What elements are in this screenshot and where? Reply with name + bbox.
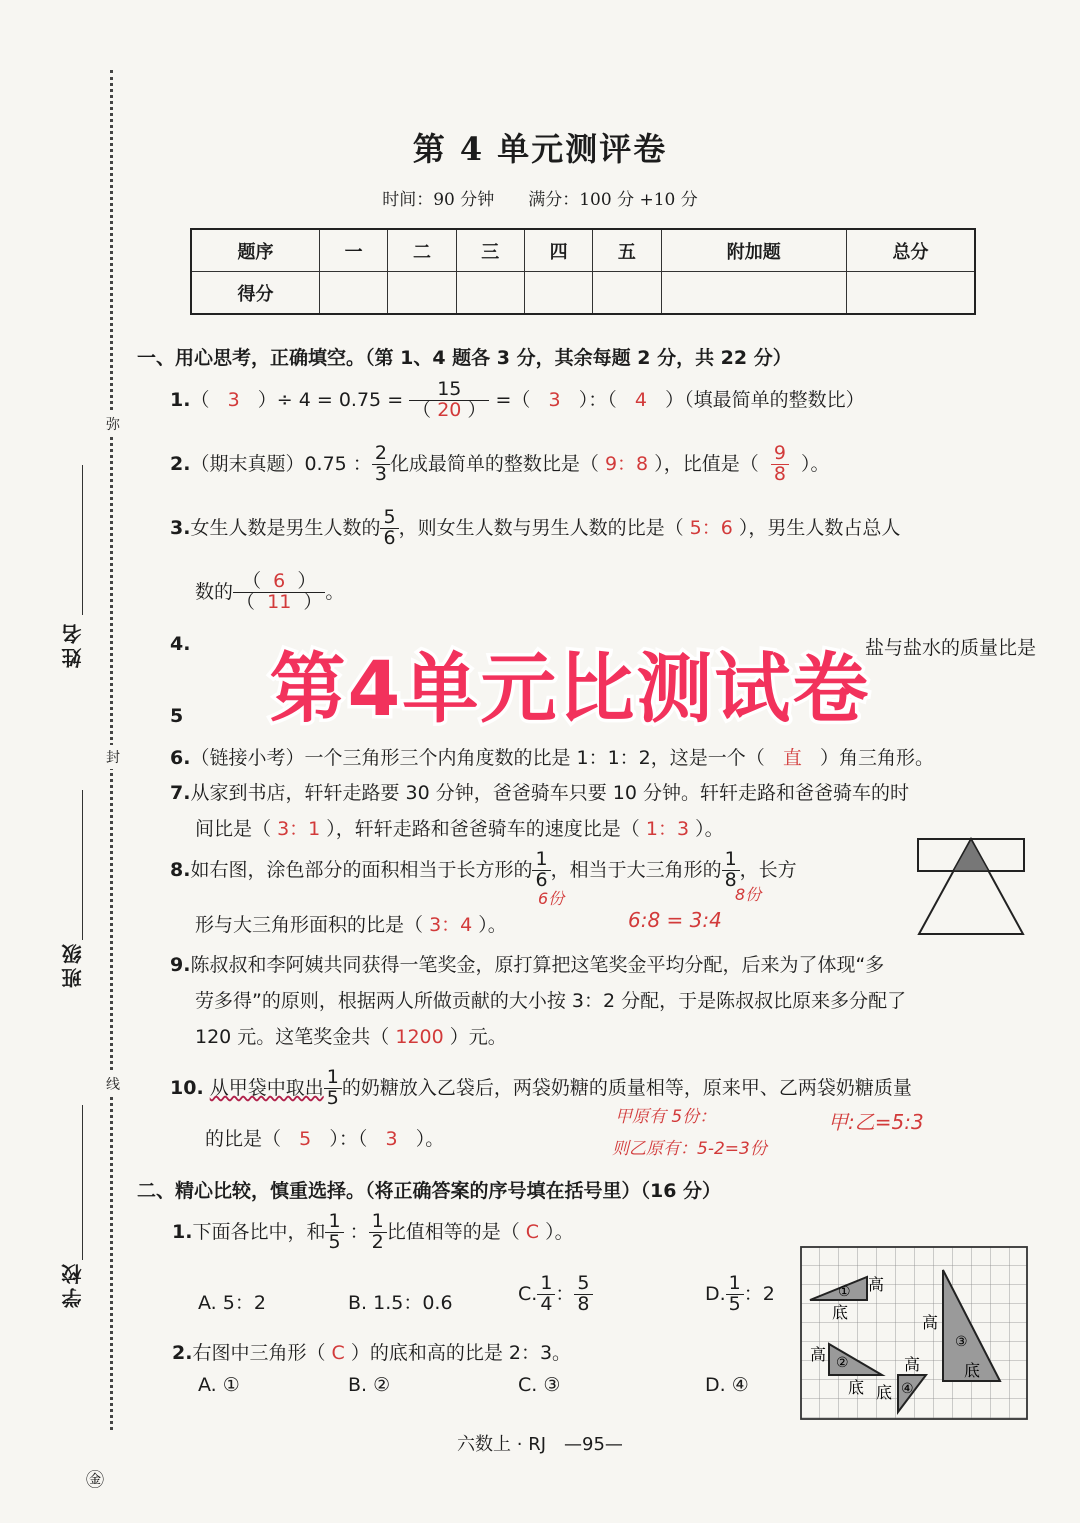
score-cell: 总分 [846, 229, 975, 272]
question-text: 数的 [195, 580, 234, 603]
school-label: 学校 [61, 1260, 85, 1308]
question-text: ）角三角形。 [820, 747, 935, 769]
question-number: 1. [170, 388, 191, 411]
fraction: $\frac{15}{( 20 )}$ [409, 380, 489, 421]
question-1-7 [170, 778, 909, 805]
question-1-7-cont [195, 814, 724, 841]
score-table [190, 228, 976, 315]
question-text: 陈叔叔和李阿姨共同获得一笔奖金，原打算把这笔奖金平均分配，后来为了体现“多 [190, 954, 885, 976]
question-text: ，相当于大三角形的 [550, 858, 722, 881]
page-title: 第 4 单元测评卷 [412, 130, 668, 168]
base-label: 底 [876, 1383, 893, 1402]
question-text: 女生人数是男生人数的 [190, 516, 381, 539]
section1-heading: 一、用心思考，正确填空。（第 1、4 题各 3 分，其余每题 2 分，共 22 分） [137, 347, 792, 369]
question-text: ）元。 [449, 1026, 507, 1048]
question-1-9-line2: 劳多得”的原则，根据两人所做贡献的大小按 3：2 分配，于是陈叔叔比原来多分配了 [195, 990, 907, 1012]
question-text: ）。 [695, 818, 724, 840]
fraction-numerator: 9 [771, 444, 789, 465]
question-number: 1. [172, 1220, 193, 1243]
fraction-numerator: 1 [324, 1068, 342, 1089]
school-blank [82, 1105, 83, 1260]
fraction [369, 1212, 387, 1253]
fraction-denominator: 6 [535, 868, 548, 891]
question-text: ）的底和高的比是 2：3。 [350, 1342, 572, 1364]
fraction [380, 508, 398, 549]
grid-triangles-figure [800, 1246, 1028, 1420]
height-label: 高 [810, 1345, 827, 1364]
figure-shaded-triangle [953, 839, 989, 871]
question-1-10-cont [205, 1124, 444, 1151]
score-table-score-row [191, 272, 975, 315]
score-cell: 五 [593, 229, 661, 272]
question-text: ，则女生人数与男生人数的比是（ [398, 516, 684, 539]
handwritten-note: 则乙原有：5-2=3份 [612, 1139, 767, 1159]
question-text: 比值相等的是（ [386, 1220, 520, 1243]
triangle-3-label: ③ [955, 1334, 968, 1350]
option-c: C. $\frac{1}{4}$ ： $\frac{5}{8}$ [518, 1274, 593, 1315]
question-number: 5 [170, 705, 184, 727]
grid-background [801, 1247, 1027, 1419]
question-text: ： [349, 1220, 369, 1243]
handwritten-note: 8份 [735, 885, 762, 904]
answer: C [331, 1342, 345, 1364]
fraction-denominator: 6 [383, 526, 396, 549]
option-d [705, 1274, 775, 1315]
score-input-cell[interactable] [456, 272, 524, 315]
answer: 4 [634, 388, 647, 411]
score-cell: 四 [524, 229, 592, 272]
score-cell: 得分 [191, 272, 319, 315]
fraction [537, 1274, 555, 1315]
fraction-numerator: 5 [574, 1274, 592, 1295]
question-text: ÷ 4 = 0.75 = [276, 388, 404, 411]
option-label: D. [705, 1282, 726, 1305]
question-text: 从家到书店，轩轩走路要 30 分钟，爸爸骑车只要 10 分钟。轩轩走路和爸爸骑车的时 [190, 782, 909, 804]
fraction-numerator: 1 [369, 1212, 387, 1233]
fraction [574, 1274, 592, 1315]
question-text: ）。 [415, 1128, 445, 1150]
score-input-cell[interactable] [319, 272, 387, 315]
fraction [726, 1274, 744, 1315]
question-text: 的奶糖放入乙袋后，两袋奶糖的质量相等，原来甲、乙两袋奶糖质量 [341, 1076, 912, 1099]
fraction-numerator: 1 [537, 1274, 555, 1295]
name-label: 姓名 [61, 620, 85, 668]
score-input-cell[interactable] [661, 272, 846, 315]
base-label: 底 [848, 1378, 865, 1397]
class-blank [82, 790, 83, 940]
question-number: 9. [170, 954, 191, 976]
seal-char-mi: 弥 [106, 412, 120, 436]
overlay-banner: 第4单元比测试卷 [269, 644, 871, 733]
question-text: 形与大三角形面积的比是（ [195, 914, 424, 936]
question-1-9 [170, 950, 884, 977]
question-1-8 [170, 850, 797, 891]
answer: 3 [227, 388, 240, 411]
fraction-numerator: 15 [409, 380, 489, 401]
question-text: 。 [325, 580, 345, 603]
fraction-numerator: 2 [372, 444, 390, 465]
question-1-8-cont [195, 910, 507, 937]
handwritten-note: 6:8 = 3:4 [628, 908, 722, 932]
question-text: ）：（ [329, 1128, 368, 1150]
question-text: ），男生人数占总人 [738, 516, 901, 539]
name-blank [82, 465, 83, 615]
fraction-denominator: 8 [773, 462, 786, 485]
option-text: ：2 [743, 1282, 775, 1305]
option-label: C. [518, 1282, 538, 1305]
handwritten-note: 甲原有 5份： [615, 1107, 717, 1127]
height-label: 高 [922, 1313, 939, 1332]
question-number: 3. [170, 516, 191, 539]
base-label: 底 [832, 1303, 849, 1322]
answer: 9：8 [604, 452, 649, 475]
question-text: 的比是（ [205, 1128, 282, 1150]
score-input-cell[interactable] [388, 272, 456, 315]
question-number: 7. [170, 782, 191, 804]
answer: 直 [782, 747, 802, 769]
question-text: ）。 [545, 1220, 574, 1243]
question-1-2 [170, 444, 830, 485]
answer: 3：4 [429, 914, 473, 936]
question-text: ），轩轩走路和爸爸骑车的速度比是（ [326, 818, 640, 840]
question-1-4-tail: 盐与盐水的质量比是 [865, 637, 1037, 659]
question-1-6 [170, 743, 934, 770]
score-cell: 附加题 [661, 229, 846, 272]
answer: 3：1 [277, 818, 321, 840]
triangle-4-label: ④ [901, 1381, 914, 1397]
answer: 1200 [395, 1026, 444, 1048]
question-2-2 [172, 1338, 571, 1365]
score-cell: 二 [388, 229, 456, 272]
question-text: ，长方 [739, 858, 797, 881]
question-1-9-cont [195, 1022, 507, 1049]
question-text: 下面各比中，和 [192, 1220, 326, 1243]
answer-fraction [771, 444, 789, 485]
option-b: B. 1.5：0.6 [348, 1292, 453, 1314]
option-b: B. ② [348, 1374, 391, 1396]
question-text: （填最简单的整数比） [684, 388, 865, 411]
question-number: 2. [172, 1342, 193, 1364]
question-number: 6. [170, 747, 191, 769]
fraction-denominator: 5 [328, 1230, 341, 1253]
score-input-cell[interactable] [846, 272, 975, 315]
rectangle-triangle-figure [915, 836, 1027, 938]
question-number: 10. [170, 1076, 204, 1099]
fraction [325, 1212, 343, 1253]
fraction [372, 444, 390, 485]
question-text: 从甲袋中取出 [209, 1076, 324, 1099]
handwritten-note: 甲:乙=5:3 [828, 1110, 924, 1134]
class-label: 班级 [61, 940, 85, 988]
question-text: （期末真题）0.75 ： [190, 452, 372, 475]
score-input-cell[interactable] [593, 272, 661, 315]
question-text: 如右图，涂色部分的面积相当于长方形的 [190, 858, 533, 881]
fraction-numerator: 1 [726, 1274, 744, 1295]
answer: 6 [273, 570, 286, 592]
answer: 20 [437, 398, 462, 421]
option-a: A. ① [198, 1374, 240, 1396]
fraction-denominator: 8 [577, 1292, 590, 1315]
option-d: D. ④ [705, 1374, 749, 1396]
question-2-1 [172, 1212, 574, 1253]
fraction-denominator: 8 [724, 868, 737, 891]
question-text: ）。 [801, 452, 830, 475]
fraction-denominator: 5 [728, 1292, 741, 1315]
fraction-denominator: 3 [374, 462, 387, 485]
question-text: （链接小考）一个三角形三个内角度数的比是 1：1：2，这是一个（ [190, 747, 765, 769]
triangle-1-label: ① [838, 1284, 851, 1300]
score-cell: 题序 [191, 229, 319, 272]
question-number: 8. [170, 858, 191, 881]
triangle-2-label: ② [836, 1355, 849, 1371]
score-table-header-row [191, 229, 975, 272]
fraction [324, 1068, 342, 1109]
base-label: 底 [964, 1361, 981, 1380]
seal-char-xian: 线 [106, 1072, 120, 1096]
answer: 5：6 [689, 516, 733, 539]
height-label: 高 [868, 1275, 885, 1294]
score-cell: 一 [319, 229, 387, 272]
question-text: ）。 [478, 914, 507, 936]
question-1-1: 1.（ 3 ）÷ 4 = 0.75 = $\frac{15}{( 20 )}$ =（ 3 ）：（ 4 ）（填最简单的整数比） [170, 378, 865, 421]
question-text: 化成最简单的整数比是（ [389, 452, 599, 475]
page-footer: 六数上 · RJ —95— [457, 1434, 623, 1455]
question-1-3-cont [195, 572, 344, 613]
question-1-4 [170, 633, 190, 655]
fraction-denominator: 5 [326, 1086, 339, 1109]
fraction-numerator: 5 [380, 508, 398, 529]
answer: 1：3 [645, 818, 690, 840]
answer-fraction: $\frac{( 6 )}{( 11 )}$ [233, 572, 325, 613]
question-text: ），比值是（ [654, 452, 759, 475]
page-subtitle: 时间：90 分钟 满分：100 分 +10 分 [382, 190, 698, 210]
height-label: 高 [904, 1355, 921, 1374]
question-1-5 [170, 705, 183, 727]
fraction-numerator: 1 [532, 850, 550, 871]
answer: 3 [385, 1128, 398, 1150]
fraction-denominator: 4 [540, 1292, 553, 1315]
fraction [532, 850, 550, 891]
answer: 3 [548, 388, 561, 411]
score-input-cell[interactable] [524, 272, 592, 315]
option-c: C. ③ [518, 1374, 561, 1396]
fraction-denominator: 2 [371, 1230, 384, 1253]
question-1-10 [170, 1068, 912, 1109]
section2-heading: 二、精心比较，慎重选择。（将正确答案的序号填在括号里）（16 分） [137, 1180, 722, 1202]
answer: 5 [299, 1128, 312, 1150]
fraction-numerator: 1 [722, 850, 740, 871]
question-number: 2. [170, 452, 191, 475]
option-a: A. 5：2 [198, 1292, 266, 1314]
answer: 11 [267, 590, 292, 613]
question-text: 间比是（ [195, 818, 272, 840]
score-cell: 三 [456, 229, 524, 272]
corner-mark-icon: ㊎ [86, 1470, 104, 1491]
seal-char-feng: 封 [106, 745, 120, 769]
question-number: 4. [170, 633, 191, 655]
fraction-numerator: 1 [325, 1212, 343, 1233]
question-text: 120 元。这笔奖金共（ [195, 1026, 390, 1048]
question-1-3 [170, 508, 900, 549]
question-text: 右图中三角形（ [192, 1342, 326, 1364]
handwritten-note: 6份 [538, 889, 565, 908]
answer: C [525, 1220, 540, 1243]
